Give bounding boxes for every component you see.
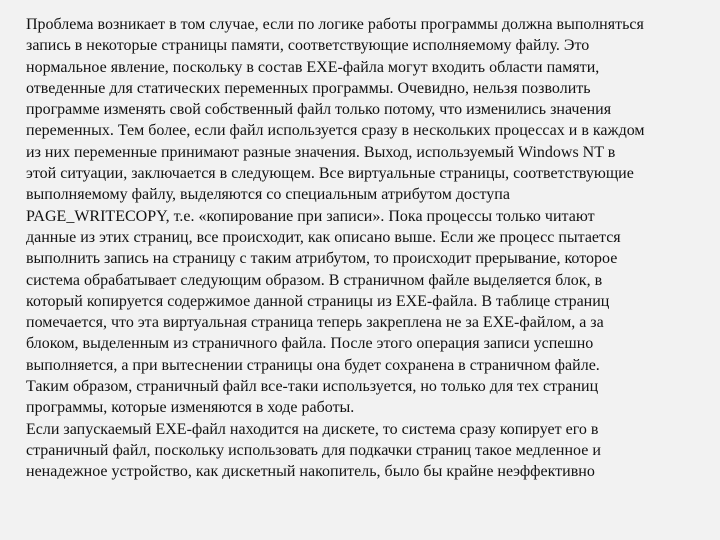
text-line: страничный файл, поскольку использовать для подкачки страниц такое медленное и — [26, 441, 601, 459]
text-line: система обрабатывает следующим образом. В страничном файле выделяется блок, в — [26, 271, 603, 289]
text-line: программе изменять свой собственный файл только потому, что изменились значения — [26, 101, 612, 119]
text-line: нормальное явление, поскольку в состав EXE-файла могут входить области памяти, — [26, 58, 600, 76]
text-line: программы, которые изменяются в ходе работы. — [26, 399, 355, 417]
text-line: Если запускаемый EXE-файл находится на дискете, то система сразу копирует его в — [26, 420, 599, 438]
text-line: блоком, выделенным из страничного файла. После этого операция записи успешно — [26, 335, 594, 353]
text-line: отведенные для статических переменных программы. Очевидно, нельзя позволить — [26, 79, 591, 97]
text-line: который копируется содержимое данной страницы из EXE-файла. В таблице страниц — [26, 292, 610, 310]
text-line: выполняемому файлу, выделяются со специальным атрибутом доступа — [26, 186, 510, 204]
text-line: помечается, что эта виртуальная страница теперь закреплена не за EXE-файлом, а за — [26, 314, 604, 332]
text-line: переменных. Тем более, если файл используется сразу в нескольких процессах и в каждом — [26, 122, 645, 140]
text-line: Проблема возникает в том случае, если по логике работы программы должна выполняться — [26, 16, 644, 33]
text-line: PAGE_WRITECOPY, т.е. «копирование при записи». Пока процессы только читают — [26, 207, 595, 225]
text-line: запись в некоторые страницы памяти, соответствующие исполняемому файлу. Это — [26, 37, 590, 55]
text-line: выполняется, а при вытеснении страницы она будет сохранена в страничном файле. — [26, 356, 600, 374]
text-line: этой ситуации, заключается в следующем. Все виртуальные страницы, соответствующие — [26, 165, 634, 183]
text-line: Таким образом, страничный файл все-таки используется, но только для тех страниц — [26, 378, 599, 396]
body-text — [26, 14, 720, 483]
text-line: данные из этих страниц, все происходит, как описано выше. Если же процесс пытается — [26, 228, 621, 246]
text-line: выполнить запись на страницу с таким атрибутом, то происходит прерывание, которое — [26, 250, 618, 268]
text-line: из них переменные принимают разные значения. Выход, используемый Windows NT в — [26, 143, 616, 161]
text-line: ненадежное устройство, как дискетный накопитель, было бы крайне неэффективно — [26, 463, 595, 481]
